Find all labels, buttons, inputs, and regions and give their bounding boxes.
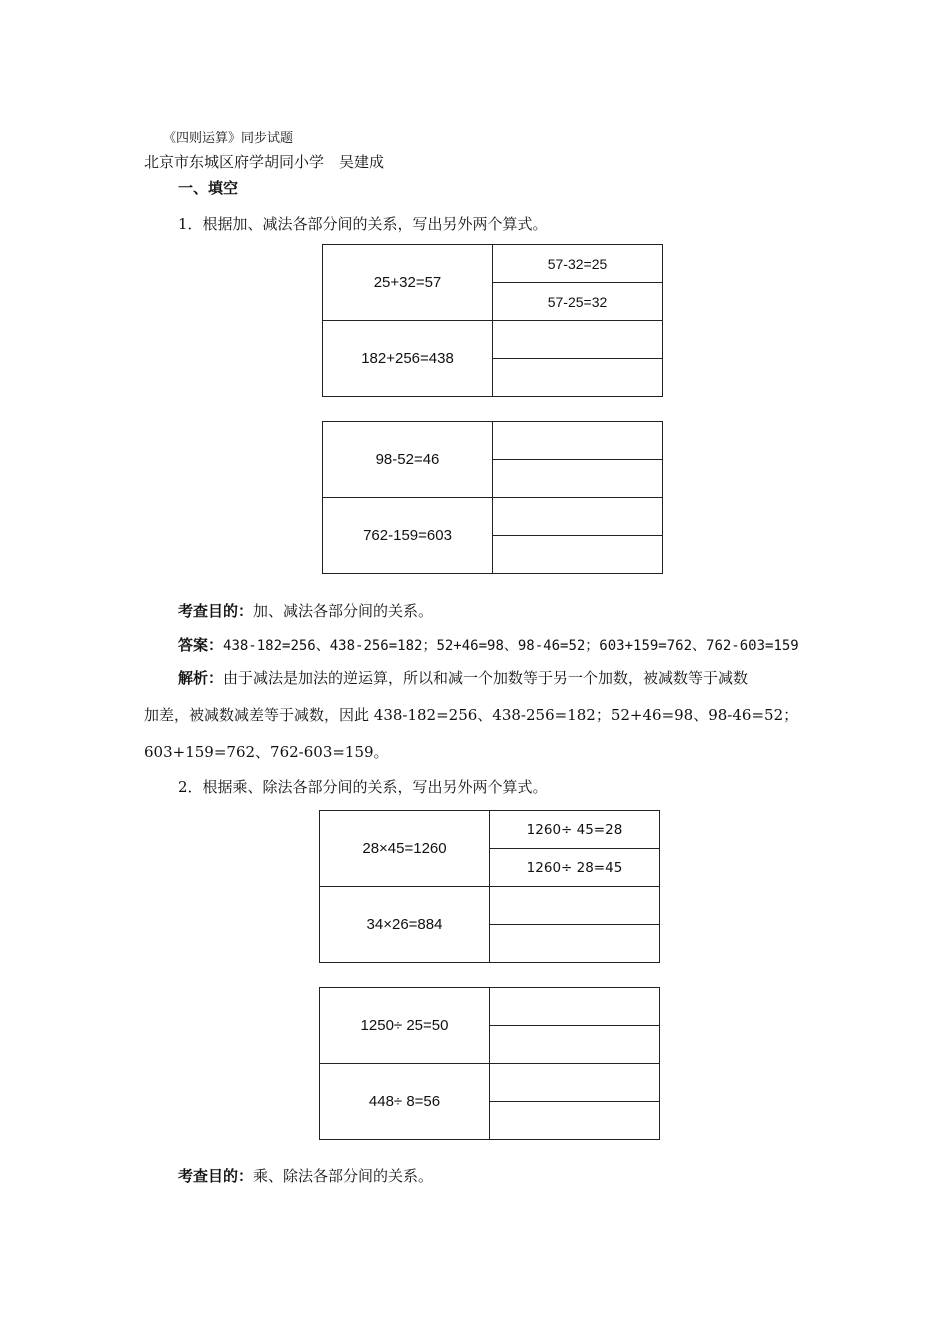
given-equation: 25+32=57 <box>323 245 493 321</box>
answer-cell[interactable] <box>490 988 660 1026</box>
answer-cell[interactable] <box>490 1102 660 1140</box>
answer-text: 438-182=256、438-256=182；52+46=98、98-46=52；603+159=762、762-603=159 <box>223 638 799 654</box>
question-1-prompt: 1．根据加、减法各部分间的关系，写出另外两个算式。 <box>178 215 548 233</box>
analysis-label: 解析： <box>178 669 224 687</box>
answer-cell[interactable]: 57-32=25 <box>493 245 663 283</box>
answer-cell[interactable] <box>493 536 663 574</box>
given-equation: 98-52=46 <box>323 422 493 498</box>
answer-label: 答案： <box>178 636 224 654</box>
answer-cell[interactable]: 1260÷ 28=45 <box>490 849 660 887</box>
given-equation: 34×26=884 <box>320 887 490 963</box>
answer-cell[interactable]: 1260÷ 45=28 <box>490 811 660 849</box>
question-2-prompt: 2．根据乘、除法各部分间的关系，写出另外两个算式。 <box>178 778 548 796</box>
answer-cell[interactable] <box>493 321 663 359</box>
q1-table-2 <box>322 421 663 574</box>
q2-table-1 <box>319 810 660 963</box>
given-equation: 182+256=438 <box>323 321 493 397</box>
answer-cell[interactable] <box>490 887 660 925</box>
purpose-label: 考查目的： <box>178 1167 254 1185</box>
author-line: 北京市东城区府学胡同小学 吴建成 <box>144 153 385 171</box>
q1-purpose <box>178 600 433 621</box>
given-equation: 1250÷ 25=50 <box>320 988 490 1064</box>
purpose-text: 加、减法各部分间的关系。 <box>253 602 434 620</box>
q1-analysis-line-3: 603+159=762、762-603=159。 <box>144 743 389 761</box>
q1-table-1 <box>322 244 663 397</box>
answer-cell[interactable] <box>493 422 663 460</box>
answer-cell[interactable] <box>493 460 663 498</box>
q1-analysis-line-2: 加差，被减数减差等于减数，因此 438-182=256、438-256=182；52+46=98、98-46=52； <box>144 706 799 724</box>
answer-cell[interactable] <box>490 1026 660 1064</box>
document-title: 《四则运算》同步试题 <box>163 131 294 146</box>
answer-cell[interactable] <box>493 359 663 397</box>
answer-cell[interactable] <box>490 1064 660 1102</box>
answer-cell[interactable] <box>490 925 660 963</box>
q2-purpose <box>178 1165 433 1186</box>
purpose-label: 考查目的： <box>178 602 254 620</box>
purpose-text: 乘、除法各部分间的关系。 <box>253 1167 434 1185</box>
q1-answer <box>178 634 799 655</box>
q1-analysis-line-1 <box>178 667 748 688</box>
given-equation: 28×45=1260 <box>320 811 490 887</box>
analysis-text: 由于减法是加法的逆运算，所以和减一个加数等于另一个加数，被减数等于减数 <box>223 669 749 687</box>
section-title: 一、填空 <box>178 179 239 197</box>
given-equation: 762-159=603 <box>323 498 493 574</box>
answer-cell[interactable] <box>493 498 663 536</box>
answer-cell[interactable]: 57-25=32 <box>493 283 663 321</box>
given-equation: 448÷ 8=56 <box>320 1064 490 1140</box>
q2-table-2 <box>319 987 660 1140</box>
